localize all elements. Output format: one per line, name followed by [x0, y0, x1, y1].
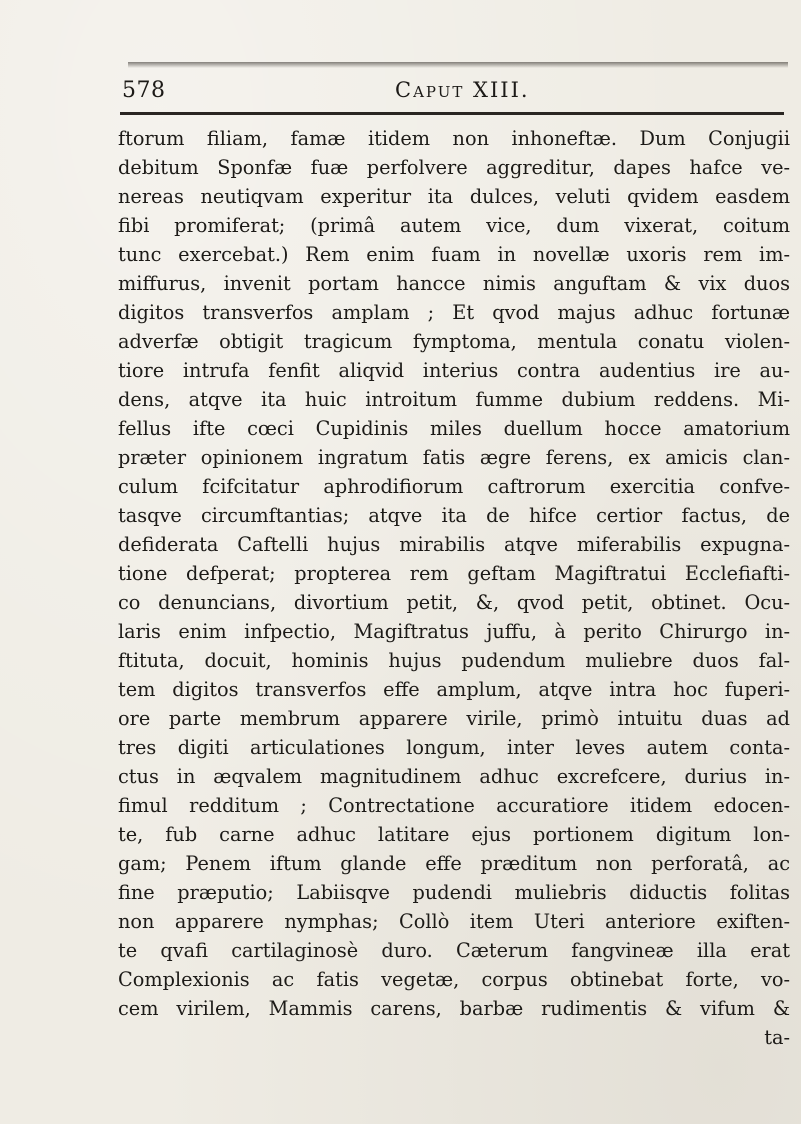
text-line: ftorum filiam, famæ itidem non inhoneftæ. Dum Conjugii	[118, 127, 790, 150]
text-line: tione defperat; propterea rem geftam Magiftratui Ecclefiafti-	[118, 562, 790, 585]
text-line: te, fub carne adhuc latitare ejus portionem digitum lon-	[118, 823, 790, 846]
text-line: fine præputio; Labiisqve pudendi muliebris diductis folitas	[118, 881, 790, 904]
text-line: Complexionis ac fatis vegetæ, corpus obtinebat forte, vo-	[118, 968, 790, 991]
header-rule	[120, 112, 784, 115]
text-line: nereas neutiqvam experitur ita dulces, veluti qvidem easdem	[118, 185, 790, 208]
text-line: non apparere nymphas; Collò item Uteri anteriore exiften-	[118, 910, 790, 933]
text-line: culum fcifcitatur aphrodifiorum caftrorum exercitia confve-	[118, 475, 790, 498]
text-line: adverfæ obtigit tragicum fymptoma, mentula conatu violen-	[118, 330, 790, 353]
text-line: miffurus, invenit portam hancce nimis anguftam & vix duos	[118, 272, 790, 295]
text-line: debitum Sponfæ fuæ perfolvere aggreditur, dapes hafce ve-	[118, 156, 790, 179]
text-line: digitos transverfos amplam ; Et qvod majus adhuc fortunæ	[118, 301, 790, 324]
text-line: tem digitos transverfos effe amplum, atqve intra hoc fuperi-	[118, 678, 790, 701]
text-line: dens, atqve ita huic introitum fumme dubium reddens. Mi-	[118, 388, 790, 411]
text-line: tunc exercebat.) Rem enim fuam in novellæ uxoris rem im-	[118, 243, 790, 266]
text-line: tres digiti articulationes longum, inter leves autem conta-	[118, 736, 790, 759]
text-line: fellus ifte cœci Cupidinis miles duellum hocce amatorium	[118, 417, 790, 440]
page-edge-shadow	[128, 62, 788, 68]
page-number: 578	[122, 78, 166, 103]
text-line: laris enim infpectio, Magiftratus juffu, à perito Chirurgo in-	[118, 620, 790, 643]
text-line: ore parte membrum apparere virile, primò intuitu duas ad	[118, 707, 790, 730]
text-line: ftituta, docuit, hominis hujus pudendum muliebre duos fal-	[118, 649, 790, 672]
text-line: fimul redditum ; Contrectatione accuratiore itidem edocen-	[118, 794, 790, 817]
text-line: gam; Penem iftum glande effe præditum non perforatâ, ac	[118, 852, 790, 875]
running-head: Caput XIII.	[395, 78, 530, 102]
text-line: co denuncians, divortium petit, &, qvod petit, obtinet. Ocu-	[118, 591, 790, 614]
text-line: cem virilem, Mammis carens, barbæ rudimentis & vifum &	[118, 997, 790, 1020]
text-line: tiore intrufa fenfit aliqvid interius contra audentius ire au-	[118, 359, 790, 382]
text-line: te qvafi cartilaginosè duro. Cæterum fangvineæ illa erat	[118, 939, 790, 962]
catchword: ta-	[764, 1026, 790, 1049]
body-text	[118, 124, 790, 1052]
text-line: ctus in æqvalem magnitudinem adhuc excrefcere, durius in-	[118, 765, 790, 788]
text-line: tasqve circumftantias; atqve ita de hifce certior factus, de	[118, 504, 790, 527]
text-line: defiderata Caftelli hujus mirabilis atqve miferabilis expugna-	[118, 533, 790, 556]
text-line: fibi promiferat; (primâ autem vice, dum vixerat, coitum	[118, 214, 790, 237]
text-line: præter opinionem ingratum fatis ægre ferens, ex amicis clan-	[118, 446, 790, 469]
